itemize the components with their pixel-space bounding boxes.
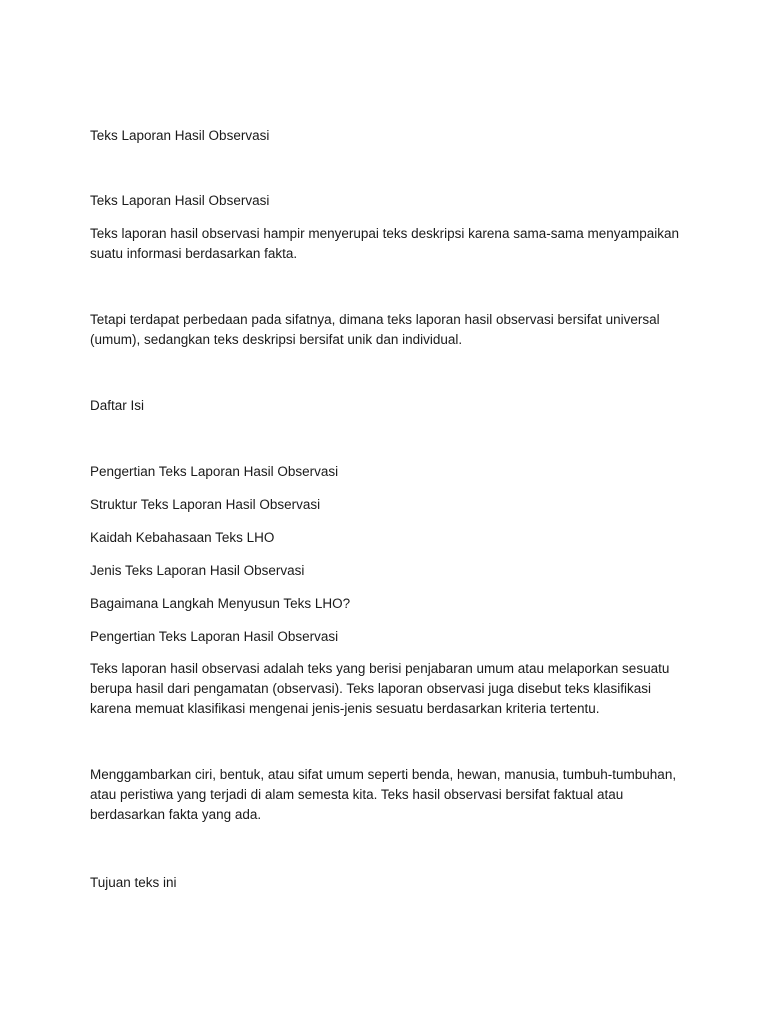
toc-item-pengertian: Pengertian Teks Laporan Hasil Observasi bbox=[90, 464, 339, 479]
description-paragraph: Menggambarkan ciri, bentuk, atau sifat umum seperti benda, hewan, manusia, tumbuh-tumbuhan, atau peristiwa yang terjadi di alam semesta kita. Teks hasil observasi bersifat faktual atau berdasarkan fakta yang ada. bbox=[90, 767, 677, 822]
toc-item-kaidah: Kaidah Kebahasaan Teks LHO bbox=[90, 530, 275, 545]
toc-item-jenis: Jenis Teks Laporan Hasil Observasi bbox=[90, 563, 305, 578]
toc-heading: Daftar Isi bbox=[90, 398, 145, 413]
difference-paragraph: Tetapi terdapat perbedaan pada sifatnya, dimana teks laporan hasil observasi bersifat universal (umum), sedangkan teks deskripsi bersifat unik dan individual. bbox=[90, 312, 660, 347]
toc-item-langkah: Bagaimana Langkah Menyusun Teks LHO? bbox=[90, 596, 351, 611]
section-heading: Pengertian Teks Laporan Hasil Observasi bbox=[90, 629, 339, 644]
document-heading: Teks Laporan Hasil Observasi bbox=[90, 193, 270, 208]
definition-paragraph: Teks laporan hasil observasi adalah teks yang berisi penjabaran umum atau melaporkan sesuatu berupa hasil dari pengamatan (observasi). Teks laporan observasi juga disebut teks klasifikasi karena memuat klasifikasi mengenai jenis-jenis sesuatu berdasarkan kriteria tertentu. bbox=[90, 661, 670, 716]
document-title: Teks Laporan Hasil Observasi bbox=[90, 128, 270, 143]
purpose-heading: Tujuan teks ini bbox=[90, 875, 177, 890]
intro-paragraph: Teks laporan hasil observasi hampir menyerupai teks deskripsi karena sama-sama menyampaikan suatu informasi berdasarkan fakta. bbox=[90, 226, 680, 261]
toc-item-struktur: Struktur Teks Laporan Hasil Observasi bbox=[90, 497, 321, 512]
